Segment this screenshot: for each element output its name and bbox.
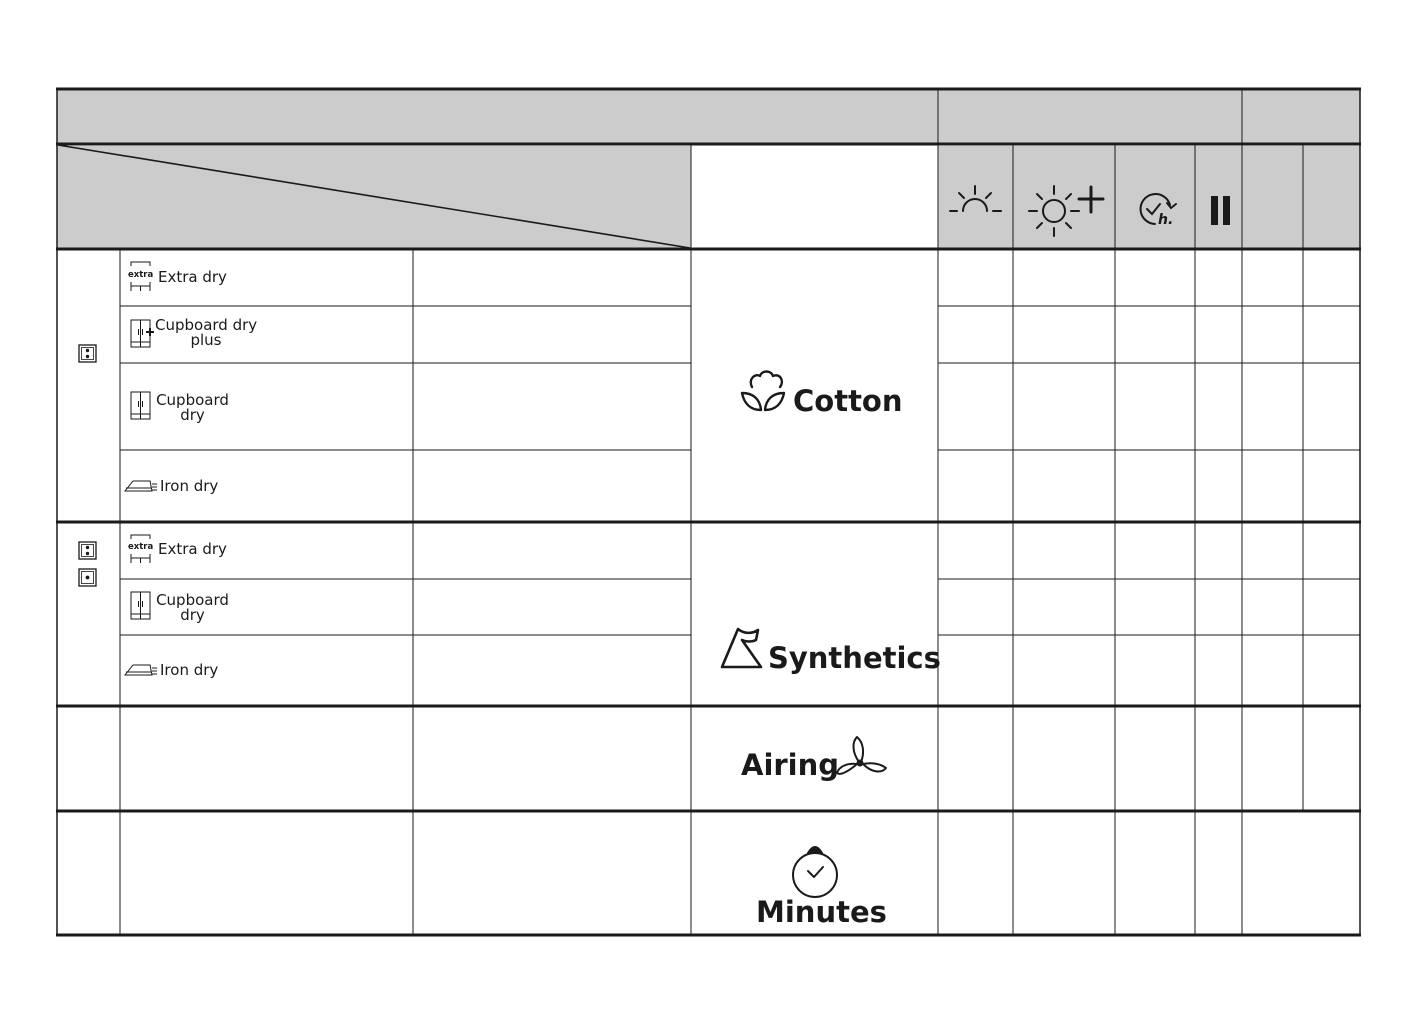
extra-dry-icon [128, 262, 154, 291]
cupboard-dry-plus-icon [131, 320, 154, 347]
cotton-cupboard-dry-label [155, 393, 230, 423]
svg-text:h.: h. [1158, 212, 1174, 228]
cupboard-dry-icon [131, 392, 150, 419]
cotton-cupboard-dry-plus-label [155, 318, 257, 348]
header-programme-cell [691, 146, 938, 248]
programme-synthetics-label: Synthetics [768, 641, 941, 675]
synthetics-extra-dry-label: Extra dry [158, 540, 227, 558]
cotton-cupboard-dry-plus-line1: Cupboard dry [155, 316, 258, 334]
svg-text:extra: extra [128, 270, 154, 280]
programme-airing-label: Airing [741, 748, 840, 782]
header-row-1 [57, 89, 1360, 143]
synthetics-cupboard-dry-line2: dry [180, 606, 205, 624]
cotton-extra-dry-label: Extra dry [158, 268, 227, 286]
cotton-iron-dry-label: Iron dry [160, 477, 219, 495]
sensor-double-icon [79, 345, 96, 362]
cotton-cupboard-dry-plus-line2: plus [190, 331, 222, 349]
programme-cotton-label: Cotton [793, 384, 903, 418]
fan-icon [837, 737, 886, 774]
cotton-cupboard-dry-line1: Cupboard [156, 391, 229, 409]
synthetics-cupboard-dry-line1: Cupboard [156, 591, 229, 609]
synthetics-iron-dry-label: Iron dry [160, 661, 219, 679]
sensor-single-icon [79, 569, 96, 586]
extra-dry-icon [128, 535, 154, 563]
cotton-cupboard-dry-line2: dry [180, 406, 205, 424]
programme-minutes-label: Minutes [756, 895, 887, 929]
timer-icon [793, 847, 837, 897]
cupboard-dry-icon [131, 592, 150, 619]
svg-text:extra: extra [128, 542, 154, 552]
synthetics-icon [722, 629, 761, 667]
iron-icon [125, 665, 157, 675]
sensor-double-icon [79, 542, 96, 559]
iron-icon [125, 481, 157, 491]
cotton-icon [742, 372, 784, 411]
synthetics-cupboard-dry-label [155, 593, 230, 623]
